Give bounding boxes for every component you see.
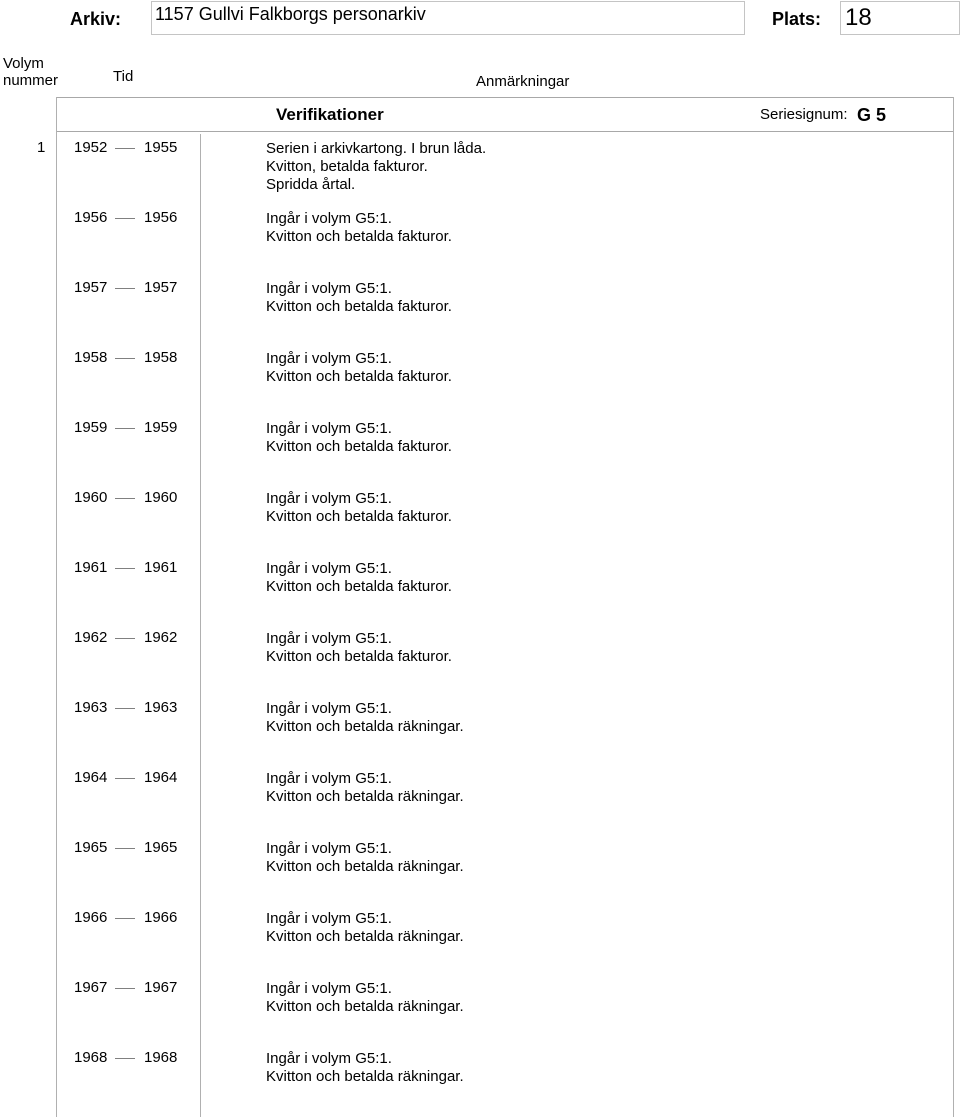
year-from: 1952	[74, 139, 108, 156]
remarks	[266, 350, 452, 386]
remark-line: Ingår i volym G5:1.	[266, 700, 392, 717]
remark-line: Kvitton och betalda fakturor.	[266, 368, 452, 385]
remark-line: Kvitton och betalda fakturor.	[266, 578, 452, 595]
remark-line: Kvitton och betalda räkningar.	[266, 858, 464, 875]
year-range-dash	[115, 1058, 135, 1059]
year-range-dash	[115, 148, 135, 149]
arkiv-label: Arkiv:	[70, 9, 122, 29]
remark-line: Kvitton och betalda räkningar.	[266, 1068, 464, 1085]
year-to: 1956	[144, 209, 178, 226]
year-range-dash	[115, 568, 135, 569]
remarks	[266, 560, 452, 596]
remarks	[266, 770, 464, 806]
remark-line: Ingår i volym G5:1.	[266, 210, 392, 227]
year-from: 1958	[74, 349, 108, 366]
year-to: 1960	[144, 489, 178, 506]
remark-line: Ingår i volym G5:1.	[266, 840, 392, 857]
remark-line: Kvitton och betalda fakturor.	[266, 298, 452, 315]
year-from: 1959	[74, 419, 108, 436]
remarks	[266, 140, 486, 194]
volume-row	[0, 699, 960, 769]
plats-value: 18	[845, 4, 872, 31]
remarks	[266, 210, 452, 246]
remark-line: Kvitton, betalda fakturor.	[266, 158, 428, 175]
remark-line: Ingår i volym G5:1.	[266, 1050, 392, 1067]
remark-line: Ingår i volym G5:1.	[266, 490, 392, 507]
year-from: 1965	[74, 839, 108, 856]
volume-row	[0, 489, 960, 559]
column-header-tid: Tid	[113, 68, 134, 85]
year-range-dash	[115, 498, 135, 499]
remarks	[266, 490, 452, 526]
series-header-divider	[56, 131, 954, 132]
year-from: 1961	[74, 559, 108, 576]
year-to: 1964	[144, 769, 178, 786]
arkiv-value: 1157 Gullvi Falkborgs personarkiv	[155, 4, 426, 24]
volume-row	[0, 349, 960, 419]
column-header-volym-line1: Volym	[3, 55, 44, 72]
year-range-dash	[115, 288, 135, 289]
remark-line: Ingår i volym G5:1.	[266, 350, 392, 367]
volume-row	[0, 769, 960, 839]
volume-row	[0, 839, 960, 909]
volume-row	[0, 419, 960, 489]
volume-row	[0, 979, 960, 1049]
remark-line: Ingår i volym G5:1.	[266, 770, 392, 787]
remark-line: Ingår i volym G5:1.	[266, 560, 392, 577]
year-range-dash	[115, 428, 135, 429]
year-to: 1962	[144, 629, 178, 646]
column-header-volym-line2: nummer	[3, 72, 59, 89]
remarks	[266, 280, 452, 316]
volume-row	[0, 559, 960, 629]
remarks	[266, 840, 464, 876]
remark-line: Kvitton och betalda fakturor.	[266, 438, 452, 455]
remarks	[266, 630, 452, 666]
column-header-volym	[3, 55, 58, 89]
volume-row	[0, 139, 960, 209]
year-to: 1966	[144, 909, 178, 926]
year-range-dash	[115, 218, 135, 219]
year-from: 1963	[74, 699, 108, 716]
year-to: 1967	[144, 979, 178, 996]
volume-row	[0, 279, 960, 349]
remark-line: Ingår i volym G5:1.	[266, 420, 392, 437]
year-from: 1964	[74, 769, 108, 786]
seriesignum-label: Seriesignum:	[760, 106, 848, 123]
column-header-anmarkningar: Anmärkningar	[476, 73, 570, 90]
remarks	[266, 700, 464, 736]
remark-line: Kvitton och betalda räkningar.	[266, 788, 464, 805]
remark-line: Ingår i volym G5:1.	[266, 630, 392, 647]
remark-line: Ingår i volym G5:1.	[266, 980, 392, 997]
volume-row	[0, 209, 960, 279]
series-title: Verifikationer	[276, 105, 384, 124]
remark-line: Kvitton och betalda fakturor.	[266, 228, 452, 245]
year-range-dash	[115, 918, 135, 919]
year-to: 1968	[144, 1049, 178, 1066]
year-to: 1958	[144, 349, 178, 366]
year-from: 1966	[74, 909, 108, 926]
remark-line: Kvitton och betalda räkningar.	[266, 928, 464, 945]
year-range-dash	[115, 988, 135, 989]
year-range-dash	[115, 708, 135, 709]
year-range-dash	[115, 358, 135, 359]
volume-row	[0, 909, 960, 979]
remark-line: Serien i arkivkartong. I brun låda.	[266, 140, 487, 157]
remark-line: Kvitton och betalda räkningar.	[266, 998, 464, 1015]
remark-line: Kvitton och betalda fakturor.	[266, 648, 452, 665]
year-from: 1962	[74, 629, 108, 646]
seriesignum-value: G 5	[857, 105, 887, 125]
year-to: 1965	[144, 839, 178, 856]
year-from: 1956	[74, 209, 108, 226]
year-to: 1961	[144, 559, 178, 576]
year-to: 1963	[144, 699, 178, 716]
year-to: 1957	[144, 279, 178, 296]
year-range-dash	[115, 778, 135, 779]
remark-line: Kvitton och betalda fakturor.	[266, 508, 452, 525]
year-to: 1955	[144, 139, 178, 156]
year-range-dash	[115, 848, 135, 849]
volume-row	[0, 629, 960, 699]
year-from: 1967	[74, 979, 108, 996]
remarks	[266, 980, 464, 1016]
remark-line: Kvitton och betalda räkningar.	[266, 718, 464, 735]
volume-row	[0, 1049, 960, 1117]
remarks	[266, 910, 464, 946]
year-from: 1968	[74, 1049, 108, 1066]
year-to: 1959	[144, 419, 178, 436]
remark-line: Spridda årtal.	[266, 176, 356, 193]
remark-line: Ingår i volym G5:1.	[266, 910, 392, 927]
volume-number: 1	[37, 139, 46, 156]
remark-line: Ingår i volym G5:1.	[266, 280, 392, 297]
year-from: 1957	[74, 279, 108, 296]
year-from: 1960	[74, 489, 108, 506]
remarks	[266, 420, 452, 456]
year-range-dash	[115, 638, 135, 639]
plats-label: Plats:	[772, 9, 822, 29]
table-top-border	[56, 97, 954, 98]
remarks	[266, 1050, 464, 1086]
